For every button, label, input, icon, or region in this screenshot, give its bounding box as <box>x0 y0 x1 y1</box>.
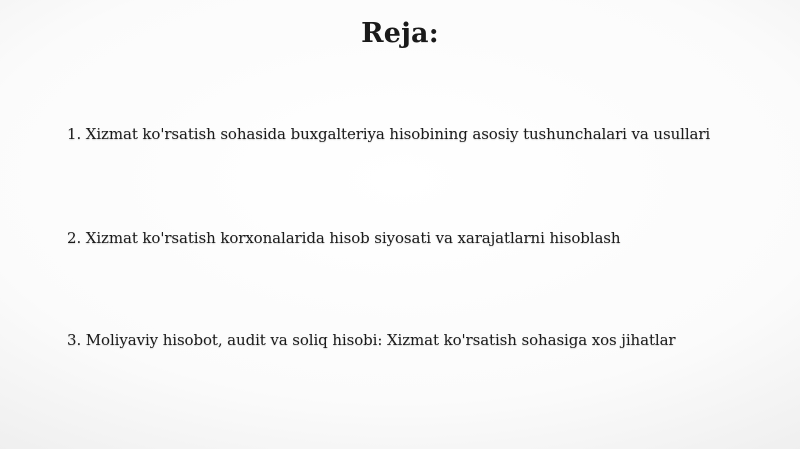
plan-item-2: 2. Xizmat ko'rsatish korxonalarida hisob siyosati va xarajatlarni hisoblash <box>67 229 621 247</box>
slide-title: Reja: <box>361 18 439 49</box>
plan-item-3: 3. Moliyaviy hisobot, audit va soliq hisobi: Xizmat ko'rsatish sohasiga xos jihatlar <box>67 331 676 349</box>
plan-item-1: 1. Xizmat ko'rsatish sohasida buxgalteriya hisobining asosiy tushunchalari va usullari <box>67 125 711 143</box>
